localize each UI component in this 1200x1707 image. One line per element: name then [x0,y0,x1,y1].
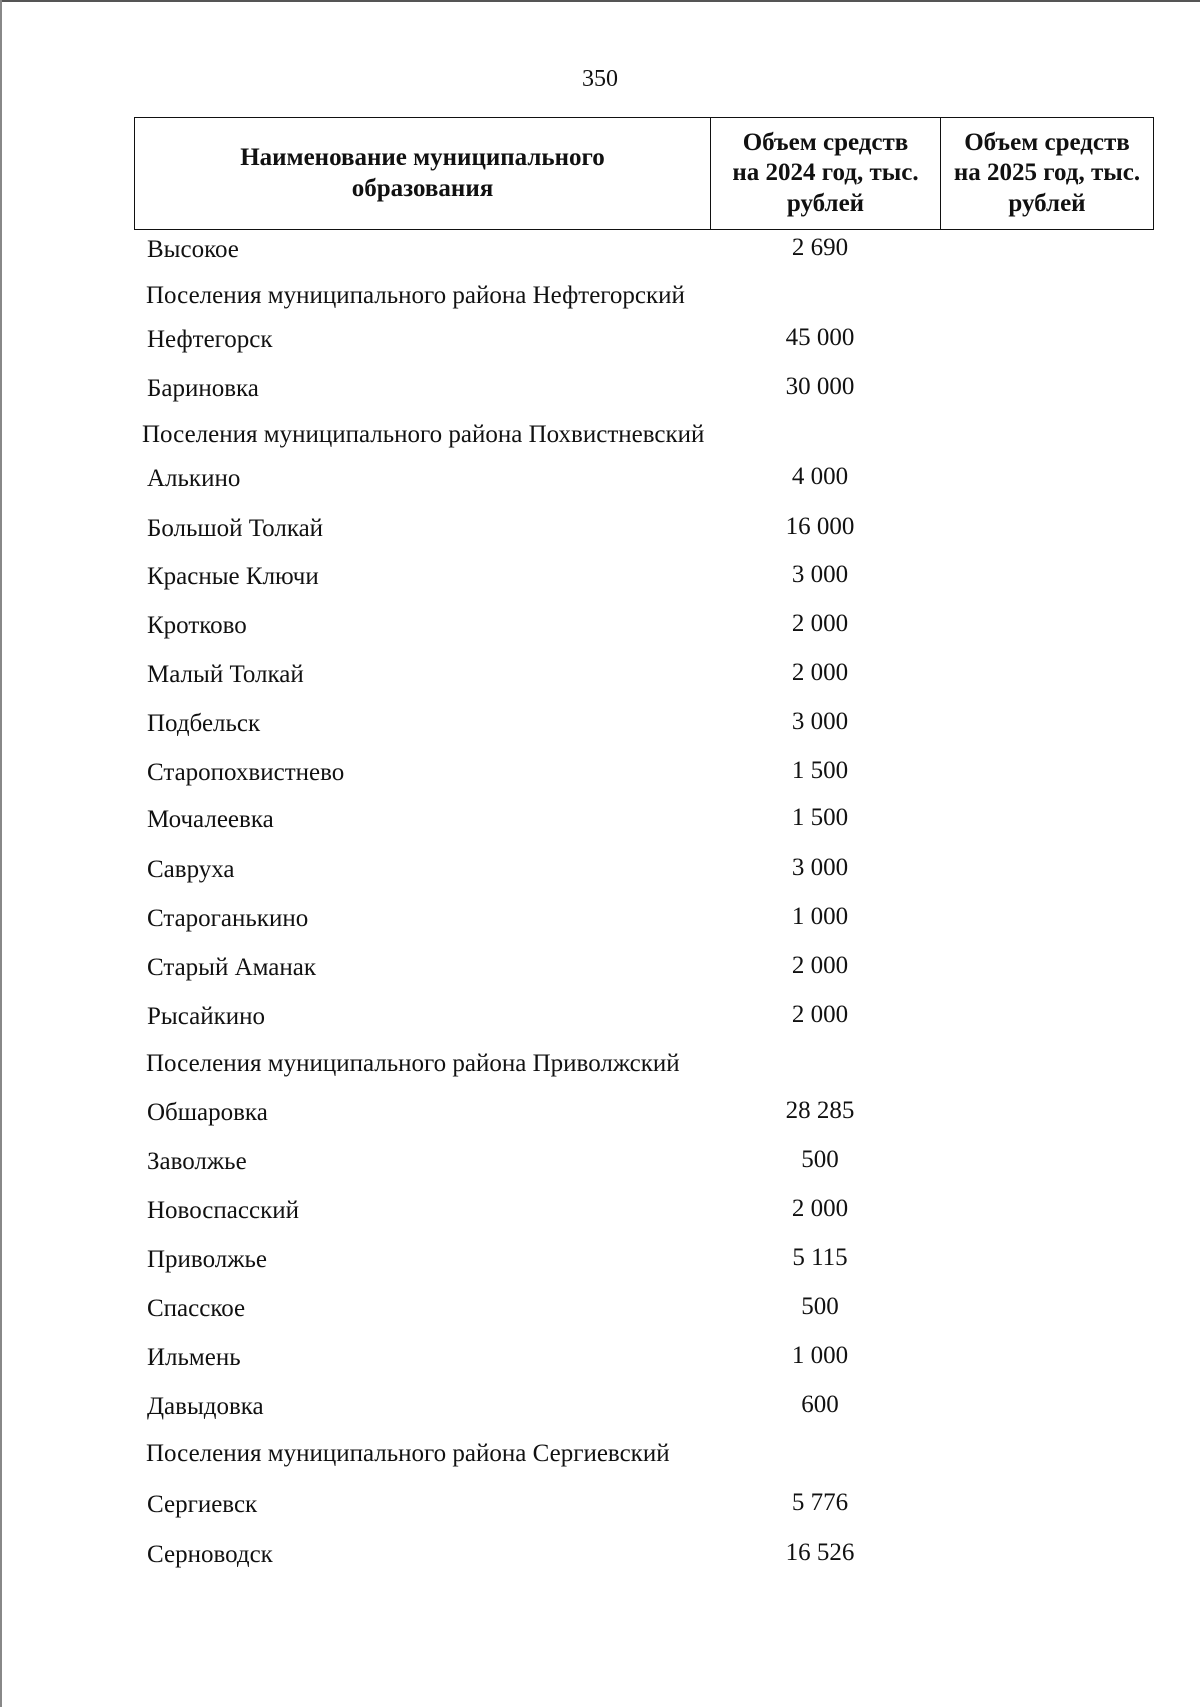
municipality-name: Кротково [147,612,247,639]
value-2024: 2 000 [791,1001,849,1028]
section-row [0,1050,1200,1086]
table-row [0,1491,1200,1527]
value-2024: 3 000 [791,561,849,588]
table-row [0,954,1200,990]
value-2024: 2 000 [791,659,849,686]
table-row [0,236,1200,272]
table-row [0,856,1200,892]
table-row [0,1541,1200,1577]
value-2024: 1 500 [791,804,849,831]
municipality-name: Обшаровка [147,1099,268,1126]
value-2024: 45 000 [785,324,855,351]
municipality-name: Серноводск [147,1541,273,1568]
header-2025 [941,118,1153,229]
table-row [0,1295,1200,1331]
value-2024: 2 000 [791,610,849,637]
value-2024: 1 000 [791,1342,849,1369]
municipality-name: Старый Аманак [147,954,317,981]
table-row [0,759,1200,795]
header-name-label: Наименование муниципального образования [240,144,605,202]
table-row [0,1246,1200,1282]
municipality-name: Заволжье [147,1148,247,1175]
value-2024: 16 526 [785,1539,855,1566]
value-2024: 3 000 [791,708,849,735]
section-title: Поселения муниципального района Нефтегорский [146,282,685,309]
header-name [135,118,711,229]
value-2024: 5 115 [792,1244,848,1271]
value-2024: 1 500 [791,757,849,784]
header-2024-label: Объем средств на 2024 год, тыс. рублей [732,128,919,217]
table-row [0,1003,1200,1039]
municipality-name: Приволжье [147,1246,267,1273]
table-header [134,117,1154,230]
municipality-name: Рысайкино [147,1003,265,1030]
municipality-name: Ильмень [147,1344,241,1371]
value-2024: 2 000 [791,952,849,979]
page-number: 350 [582,66,618,92]
value-2024: 2 000 [791,1195,849,1222]
value-2024: 16 000 [785,513,855,540]
value-2024: 2 690 [791,234,849,261]
municipality-name: Старопохвистнево [147,759,345,786]
municipality-name: Нефтегорск [147,326,273,353]
value-2024: 30 000 [785,373,855,400]
municipality-name: Староганькино [147,905,309,932]
value-2024: 5 776 [791,1489,849,1516]
table-row [0,515,1200,551]
table-row [0,661,1200,697]
section-title: Поселения муниципального района Похвистневский [142,421,705,448]
value-2024: 500 [801,1146,839,1173]
table-row [0,612,1200,648]
value-2024: 600 [801,1391,839,1418]
municipality-name: Высокое [147,236,239,263]
municipality-name: Красные Ключи [147,563,319,590]
municipality-name: Малый Толкай [147,661,304,688]
municipality-name: Подбельск [147,710,261,737]
municipality-name: Большой Толкай [147,515,324,542]
table-row [0,710,1200,746]
table-row [0,563,1200,599]
value-2024: 28 285 [785,1097,855,1124]
scan-edge-top [0,0,1200,2]
table-row [0,1197,1200,1233]
value-2024: 4 000 [791,463,849,490]
section-row [0,282,1200,318]
section-row [0,1440,1200,1476]
municipality-name: Алькино [147,465,241,492]
municipality-name: Бариновка [147,375,259,402]
value-2024: 1 000 [791,903,849,930]
header-2024 [711,118,941,229]
header-2025-label: Объем средств на 2025 год, тыс. рублей [953,128,1141,217]
municipality-name: Савруха [147,856,235,883]
table-row [0,375,1200,411]
municipality-name: Новоспасский [147,1197,299,1224]
section-title: Поселения муниципального района Приволжский [146,1050,680,1077]
municipality-name: Мочалеевка [147,806,274,833]
value-2024: 500 [801,1293,839,1320]
municipality-name: Сергиевск [147,1491,258,1518]
table-row [0,905,1200,941]
municipality-name: Спасское [147,1295,246,1322]
table-row [0,465,1200,501]
table-row [0,1148,1200,1184]
table-row [0,1393,1200,1429]
table-row [0,1344,1200,1380]
section-title: Поселения муниципального района Сергиевский [146,1440,670,1467]
table-row [0,1099,1200,1135]
table-row [0,326,1200,362]
section-row [0,421,1200,457]
value-2024: 3 000 [791,854,849,881]
table-row [0,806,1200,842]
municipality-name: Давыдовка [147,1393,264,1420]
